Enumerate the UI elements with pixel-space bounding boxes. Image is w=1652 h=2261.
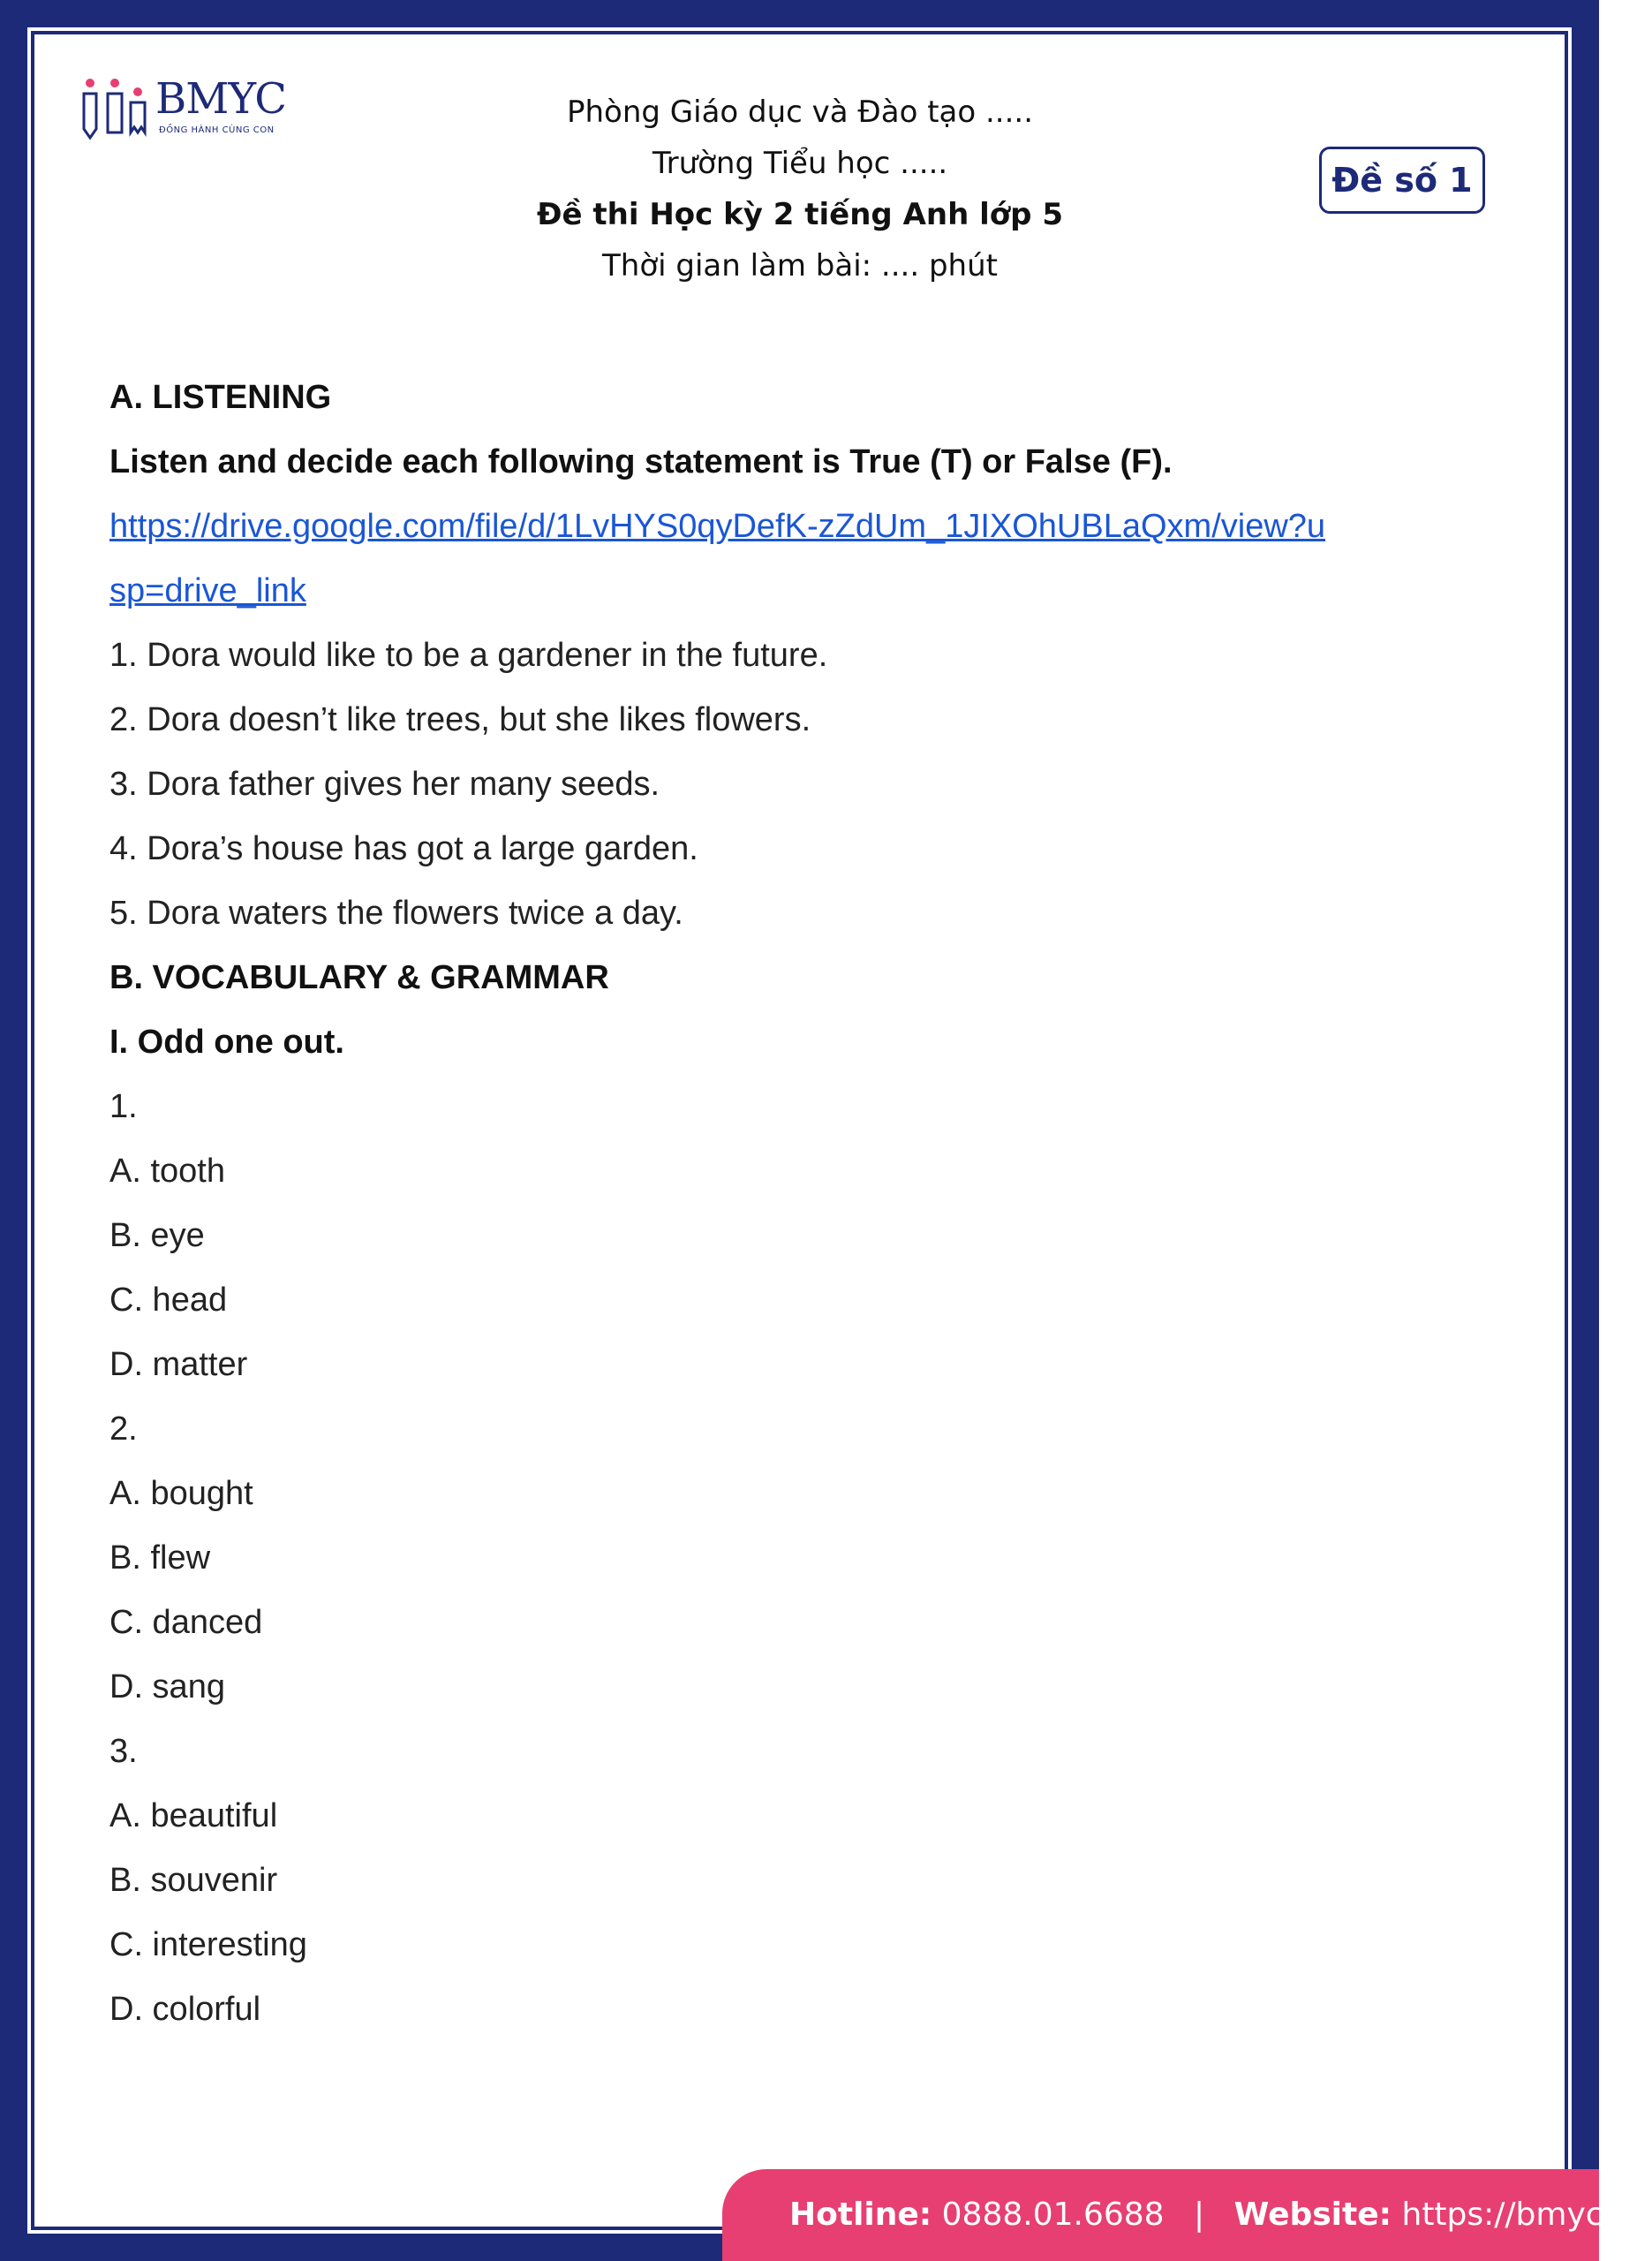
statement-1: 1. Dora would like to be a gardener in the future. (109, 637, 828, 674)
exam-content (109, 366, 1487, 2042)
question-2-option-c: C. danced (109, 1604, 263, 1641)
statement-4: 4. Dora’s house has got a large garden. (109, 830, 698, 867)
vocabulary-heading: B. VOCABULARY & GRAMMAR (109, 959, 609, 996)
footer-contact (789, 2169, 1652, 2261)
exam-title: Đề thi Học kỳ 2 tiếng Anh lớp 5 (537, 197, 1063, 232)
exam-number-badge: Đề số 1 (1319, 147, 1485, 214)
question-3-option-d: D. colorful (109, 1991, 261, 2028)
question-1-option-c: C. head (109, 1282, 228, 1319)
bmyc-logo (79, 74, 318, 147)
exam-header (358, 87, 1241, 291)
question-3-option-b: B. souvenir (109, 1862, 278, 1899)
question-2-number: 2. (109, 1410, 138, 1448)
audio-link-continued[interactable]: sp=drive_link (109, 572, 306, 609)
statement-3: 3. Dora father gives her many seeds. (109, 766, 660, 803)
listening-instruction: Listen and decide each following statement is True (T) or False (F). (109, 443, 1173, 480)
statement-5: 5. Dora waters the flowers twice a day. (109, 895, 683, 932)
statement-2: 2. Dora doesn’t like trees, but she likes flowers. (109, 701, 811, 738)
question-3-option-a: A. beautiful (109, 1797, 278, 1834)
question-1-number: 1. (109, 1088, 138, 1125)
listening-heading: A. LISTENING (109, 379, 332, 416)
school-line: Trường Tiểu học ..... (652, 146, 948, 181)
audio-link[interactable]: https://drive.google.com/file/d/1LvHYS0qyDefK-zZdUm_1JIXOhUBLaQxm/view?u (109, 508, 1326, 545)
footer-separator: | (1194, 2197, 1205, 2233)
department-line: Phòng Giáo dục và Đào tạo ..... (566, 95, 1034, 130)
website-label: Website: (1233, 2197, 1392, 2233)
website-link[interactable]: https://bmyc.vn (1401, 2197, 1652, 2233)
hotline-number[interactable]: 0888.01.6688 (941, 2197, 1165, 2233)
question-2-option-a: A. bought (109, 1475, 253, 1512)
question-3-option-c: C. interesting (109, 1926, 307, 1963)
question-1-option-a: A. tooth (109, 1153, 225, 1190)
brand-name: BMYC (155, 74, 286, 124)
question-3-number: 3. (109, 1733, 138, 1770)
hotline-label: Hotline: (789, 2197, 932, 2233)
question-1-option-d: D. matter (109, 1346, 248, 1383)
duration-line: Thời gian làm bài: .... phút (602, 248, 998, 284)
family-logo-icon (79, 74, 152, 147)
question-1-option-b: B. eye (109, 1217, 205, 1254)
question-2-option-b: B. flew (109, 1539, 211, 1577)
footer-contact-bar (722, 2169, 1652, 2261)
question-2-option-d: D. sang (109, 1668, 225, 1705)
brand-tagline: ĐỒNG HÀNH CÙNG CON (159, 125, 275, 135)
odd-one-out-title: I. Odd one out. (109, 1024, 344, 1061)
